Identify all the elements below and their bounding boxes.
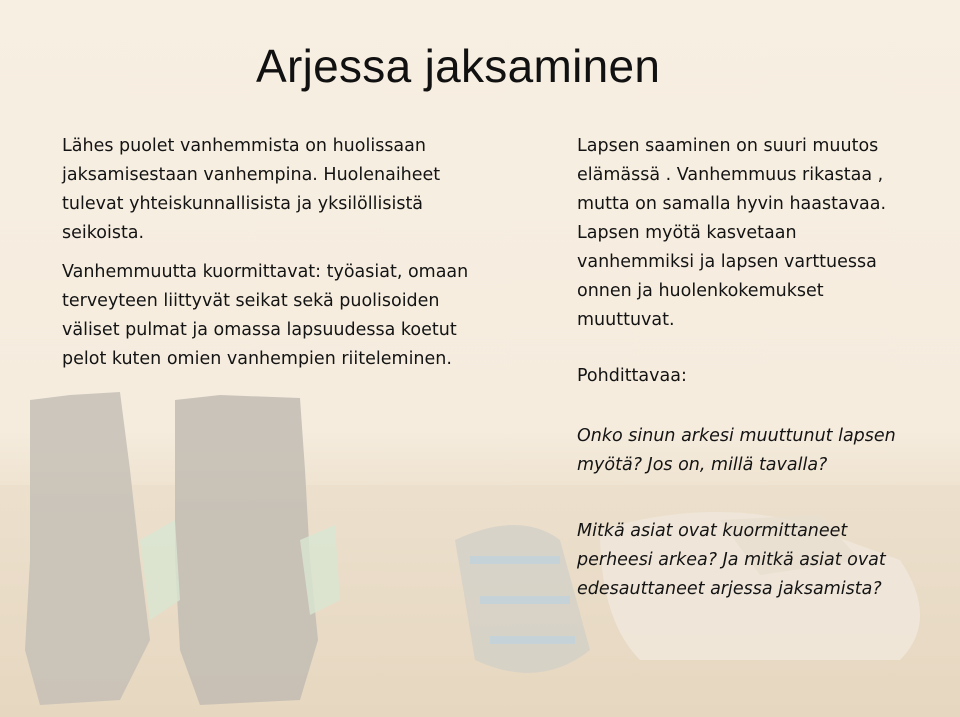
reflection-subheading: Pohdittavaa: [577,366,687,386]
left-paragraph-2: Vanhemmuutta kuormittavat: työasiat, omaan terveyteen liittyvät seikat sekä puolisoiden väliset pulmat ja omassa lapsuudessa koetut pelot kuten omien vanhempien riiteleminen. [62,262,469,369]
right-text-column [577,132,917,604]
right-paragraph-1: Lapsen saaminen on suuri muutos elämässä . Vanhemmuus rikastaa , mutta on samalla hyvin haastavaa. Lapsen myötä kasvetaan vanhemmiksi ja lapsen varttuessa onnen ja huolenkokemukset muuttuvat. [577,136,887,330]
reflection-question-1: Onko sinun arkesi muuttunut lapsen myötä? Jos on, millä tavalla? [577,426,896,475]
reflection-question-2: Mitkä asiat ovat kuormittaneet perheesi arkea? Ja mitkä asiat ovat edesauttaneet arjessa jaksamista? [577,521,886,599]
left-paragraph-1: Lähes puolet vanhemmista on huolissaan jaksamisestaan vanhempina. Huolenaiheet tulevat yhteiskunnallisista ja yksilöllisistä seikoista. [62,136,441,243]
slide-title: Arjessa jaksaminen [256,40,661,92]
left-text-column [62,132,502,374]
